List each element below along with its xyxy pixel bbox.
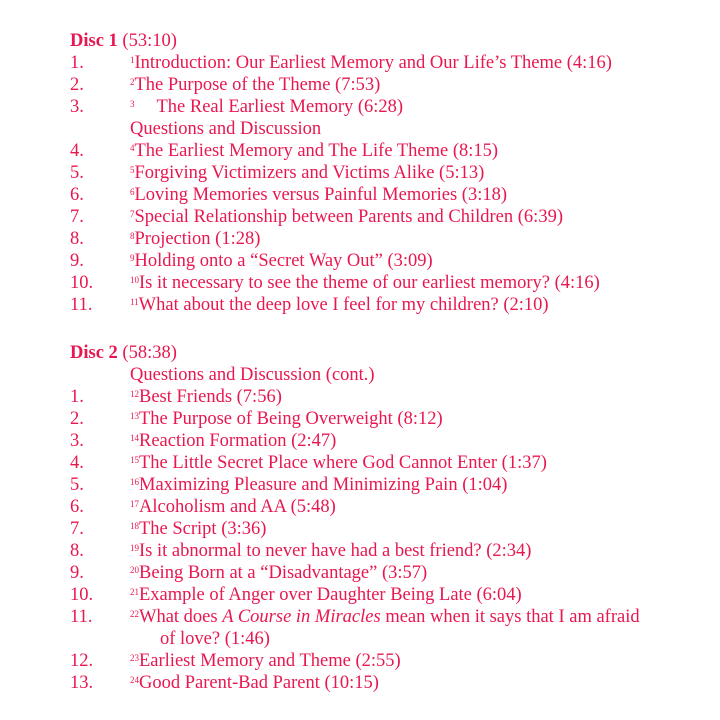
- track-number: 2.: [70, 409, 84, 429]
- track-row: [70, 206, 710, 228]
- track-title: Reaction Formation (2:47): [139, 431, 337, 451]
- track-title-continuation: of love? (1:46): [160, 629, 270, 649]
- track-title-line: [130, 294, 549, 316]
- track-title-part: mean when it says that I am afraid: [380, 607, 640, 627]
- track-number: 1.: [70, 53, 84, 73]
- track-title-line: [130, 52, 612, 74]
- track-number: 12.: [70, 651, 94, 671]
- track-title: The Earliest Memory and The Life Theme (8:15): [134, 141, 499, 161]
- track-row: [70, 518, 710, 540]
- track-title-line: [130, 250, 433, 272]
- track-row: [70, 672, 710, 694]
- track-row: [70, 408, 710, 430]
- disc-1-heading: [70, 30, 710, 52]
- track-number: 5.: [70, 163, 84, 183]
- disc-2-heading: [70, 342, 710, 364]
- track-title: Being Born at a “Disadvantage” (3:57): [139, 563, 428, 583]
- track-index: 11: [130, 297, 139, 307]
- track-title-line: [130, 184, 507, 206]
- disc-2-duration: (58:38): [122, 343, 177, 363]
- track-number: 2.: [70, 75, 84, 95]
- track-title-part: What does: [139, 607, 223, 627]
- track-row: [70, 294, 710, 316]
- disc-1-duration: (53:10): [122, 31, 177, 51]
- track-title-line: [130, 452, 547, 474]
- track-index: 24: [130, 675, 139, 685]
- track-title-line: [130, 228, 260, 250]
- track-title: Good Parent-Bad Parent (10:15): [139, 673, 379, 693]
- track-number: 11.: [70, 607, 93, 627]
- track-index: 13: [130, 411, 139, 421]
- track-title-line: [130, 386, 282, 408]
- track-number: 13.: [70, 673, 94, 693]
- track-index: 2: [130, 77, 135, 87]
- track-index: 21: [130, 587, 139, 597]
- track-title-line: [130, 474, 507, 496]
- track-index: 15: [130, 455, 139, 465]
- track-number: 3.: [70, 431, 84, 451]
- track-number: 6.: [70, 497, 84, 517]
- track-row: [70, 496, 710, 518]
- track-row: [70, 562, 710, 584]
- track-row: [70, 650, 710, 672]
- track-title: The Purpose of Being Overweight (8:12): [139, 409, 443, 429]
- track-number: 4.: [70, 453, 84, 473]
- track-number: 7.: [70, 519, 84, 539]
- track-number: 5.: [70, 475, 84, 495]
- track-index: 8: [130, 231, 135, 241]
- track-number: 8.: [70, 229, 84, 249]
- track-title: Holding onto a “Secret Way Out” (3:09): [134, 251, 433, 271]
- track-row: [70, 250, 710, 272]
- track-row: [70, 74, 710, 96]
- track-title: Special Relationship between Parents and Children (6:39): [134, 207, 563, 227]
- track-index: 10: [130, 275, 139, 285]
- track-title: What about the deep love I feel for my children? (2:10): [138, 295, 549, 315]
- track-index: 22: [130, 609, 139, 619]
- track-number: 8.: [70, 541, 84, 561]
- track-title: Is it necessary to see the theme of our earliest memory? (4:16): [139, 273, 600, 293]
- track-title: Maximizing Pleasure and Minimizing Pain (1:04): [139, 475, 508, 495]
- track-row: [70, 474, 710, 496]
- track-index: 14: [130, 433, 139, 443]
- track-title: Loving Memories versus Painful Memories (3:18): [134, 185, 508, 205]
- track-title-italic: A Course in Miracles: [222, 607, 381, 627]
- track-title: Earliest Memory and Theme (2:55): [139, 651, 401, 671]
- track-row: [70, 584, 710, 606]
- disc-1-label: Disc 1: [70, 31, 118, 51]
- track-number: 3.: [70, 97, 84, 117]
- track-index: 16: [130, 477, 139, 487]
- track-row: [70, 452, 710, 474]
- track-title-line: [130, 518, 266, 540]
- track-index: 18: [130, 521, 139, 531]
- track-title: Alcoholism and AA (5:48): [139, 497, 336, 517]
- track-title-line: [130, 672, 379, 694]
- track-title-line: [130, 430, 336, 452]
- track-title-line: [130, 540, 531, 562]
- track-number: 9.: [70, 251, 84, 271]
- track-title-line: [130, 408, 443, 430]
- track-row: [70, 606, 710, 628]
- track-title-line: [130, 162, 484, 184]
- track-index: 1: [130, 55, 135, 65]
- track-number: 1.: [70, 387, 84, 407]
- track-number: 10.: [70, 585, 94, 605]
- disc-1-section: [70, 30, 710, 316]
- track-title: The Little Secret Place where God Cannot Enter (1:37): [139, 453, 547, 473]
- track-number: 10.: [70, 273, 94, 293]
- track-index: 20: [130, 565, 139, 575]
- track-index: 7: [130, 209, 135, 219]
- track-row: [70, 96, 710, 118]
- track-index: 4: [130, 143, 135, 153]
- track-row: [70, 386, 710, 408]
- track-title-line: [130, 272, 600, 294]
- track-title-line: [130, 140, 498, 162]
- track-row: [70, 162, 710, 184]
- track-title: Projection (1:28): [134, 229, 261, 249]
- track-index: 9: [130, 253, 135, 263]
- track-row: [70, 52, 710, 74]
- track-index: 5: [130, 165, 135, 175]
- disc-2-section-title: Questions and Discussion (cont.): [130, 365, 375, 385]
- track-row: [70, 430, 710, 452]
- track-index: 3: [130, 99, 135, 109]
- disc-2-section: [70, 342, 710, 694]
- track-title: Best Friends (7:56): [139, 387, 282, 407]
- track-row: [70, 540, 710, 562]
- track-title: [130, 606, 640, 628]
- track-title: The Purpose of the Theme (7:53): [134, 75, 381, 95]
- track-title: Is it abnormal to never have had a best friend? (2:34): [139, 541, 532, 561]
- track-title: Example of Anger over Daughter Being Late (6:04): [139, 585, 522, 605]
- track-title-line: [130, 496, 336, 518]
- track-title-line: [130, 96, 403, 118]
- track-index: 23: [130, 653, 139, 663]
- track-number: 11.: [70, 295, 93, 315]
- track-index: 12: [130, 389, 139, 399]
- track-number: 7.: [70, 207, 84, 227]
- track-title: Introduction: Our Earliest Memory and Our Life’s Theme (4:16): [134, 53, 612, 73]
- track-row: [70, 272, 710, 294]
- track-number: 6.: [70, 185, 84, 205]
- track-title: The Real Earliest Memory (6:28): [156, 97, 404, 117]
- track-index: 19: [130, 543, 139, 553]
- track-row: [70, 228, 710, 250]
- disc-1-section-title: Questions and Discussion: [130, 119, 322, 139]
- track-index: 6: [130, 187, 135, 197]
- track-title-line: [130, 74, 380, 96]
- track-title-line: [130, 650, 401, 672]
- track-number: 9.: [70, 563, 84, 583]
- disc-2-label: Disc 2: [70, 343, 118, 363]
- track-title-line: [130, 206, 563, 228]
- track-title: The Script (3:36): [139, 519, 267, 539]
- track-row: [70, 184, 710, 206]
- track-title-line: [130, 584, 522, 606]
- track-title-line: [130, 562, 427, 584]
- track-row: [70, 140, 710, 162]
- track-title: Forgiving Victimizers and Victims Alike (5:13): [134, 163, 485, 183]
- track-number: 4.: [70, 141, 84, 161]
- track-index: 17: [130, 499, 139, 509]
